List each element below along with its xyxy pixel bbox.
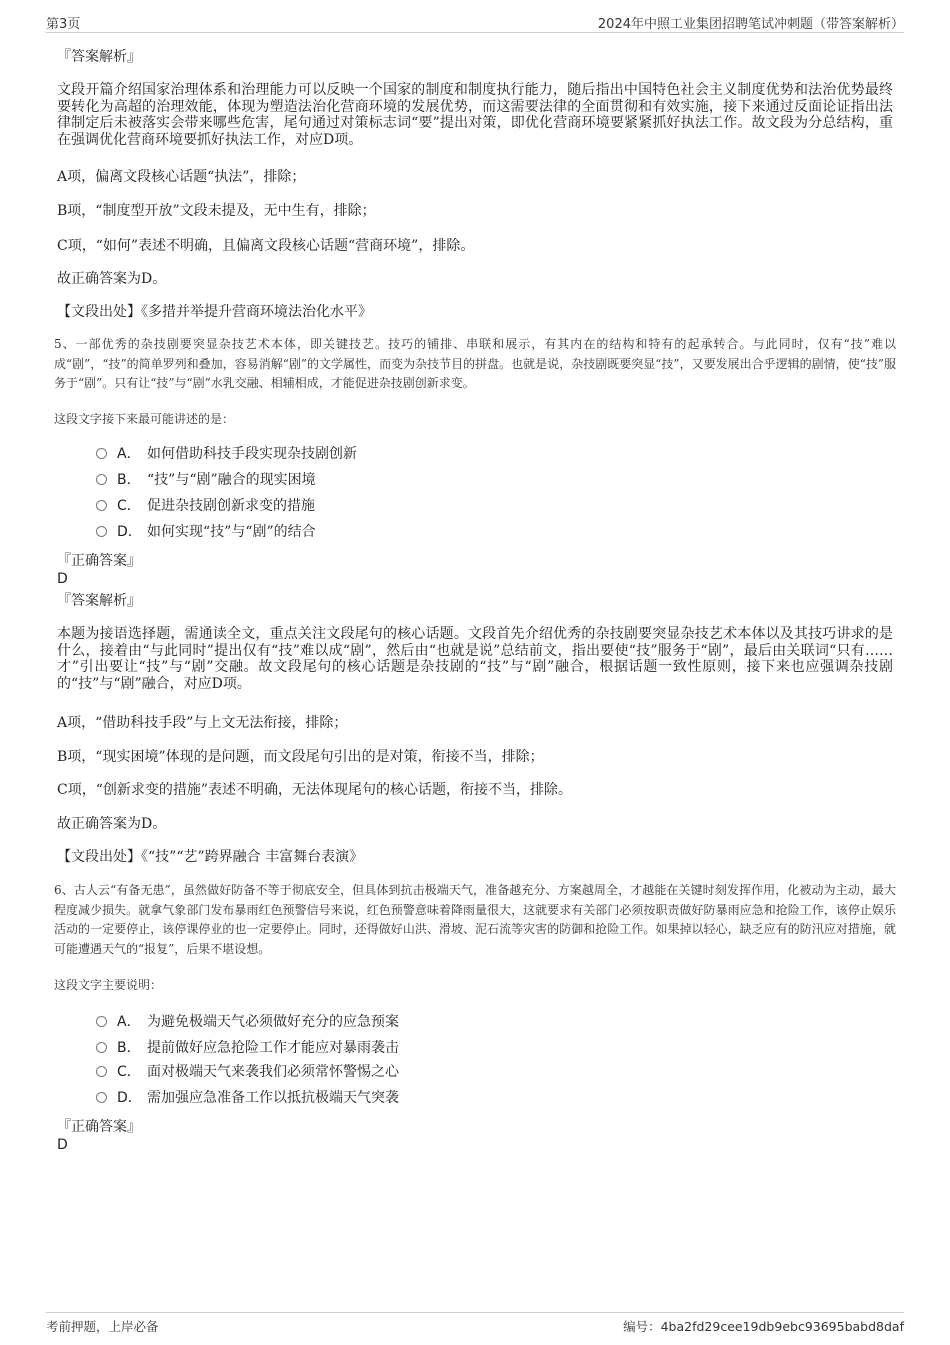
q6-question-text: 6、古人云“有备无患”，虽然做好防备不等于彻底安全，但具体到抗击极端天气，准备越充分、方案越周全，才越能在关键时刻发挥作用，化被动为主动，最大程度减少损失。就拿气象部门发布暴雨红色预警信号来说，红色预警意味着降雨量很大，这就要求有关部门必须按职责做好防暴雨应急和抢险工作，该停止娱乐活动的一定要停止，该停课停业的也一定要停止。同时，还得做好山洪、滑坡、泥石流等灾害的防御和抢险工作。如果掉以轻心，缺乏应有的防汛应对措施，就可能遭遇天气的“报复”，后果不堪设想。 — [54, 883, 896, 956]
q5-question-text: 5、一部优秀的杂技剧要突显杂技艺术本体，即关键技艺。技巧的铺排、串联和展示，有其内在的结构和特有的起承转合。与此同时，仅有“技”难以成“剧”，“技”的简单罗列和叠加，容易消解“剧”的文学属性，而变为杂技节目的拼盘。也就是说，杂技剧既要突显“技”，又要发展出合乎逻辑的剧情，使“技”服务于“剧”。只有让“技”与“剧”水乳交融、相辅相成，才能促进杂技剧创新求变。 — [54, 337, 896, 390]
q4-analysis-text: 文段开篇介绍国家治理体系和治理能力可以反映一个国家的制度和制度执行能力，随后指出中国特色社会主义制度优势和法治优势最终要转化为高超的治理效能，体现为塑造法治化营商环境的发展优势，而这需要法律的全面贯彻和有效实施，接下来通过反面论证指出法律制定后未被落实会带来哪些危害，尾句通过对策标志词“要”提出对策，即优化营商环境要紧紧抓好执法工作。故文段为分总结构，重在强调优化营商环境要抓好执法工作，对应D项。 — [57, 82, 893, 148]
radio-icon[interactable] — [96, 474, 107, 485]
q5-option-a-analysis: A项，“借助科技手段”与上文无法衔接，排除； — [57, 715, 348, 731]
radio-icon[interactable] — [96, 1092, 107, 1103]
radio-icon[interactable] — [96, 500, 107, 511]
q6-option-c[interactable] — [96, 1062, 399, 1082]
radio-icon[interactable] — [96, 526, 107, 537]
q4-option-a-analysis: A项，偏离文段核心话题“执法”，排除； — [57, 169, 306, 185]
option-letter: D． — [117, 524, 142, 540]
option-text: 如何借助科技手段实现杂技剧创新 — [147, 446, 357, 462]
option-letter: C． — [117, 498, 141, 514]
q4-option-c-analysis: C项，“如何”表述不明确，且偏离文段核心话题“营商环境”，排除。 — [57, 238, 475, 254]
option-letter: D． — [117, 1090, 142, 1106]
footer-slogan: 考前押题，上岸必备 — [46, 1319, 159, 1334]
option-letter: A． — [117, 1014, 141, 1030]
q4-option-b-analysis: B项，“制度型开放”文段未提及，无中生有，排除； — [57, 203, 376, 219]
document-title: 2024年中照工业集团招聘笔试冲刺题（带答案解析） — [597, 17, 904, 32]
radio-icon[interactable] — [96, 1016, 107, 1027]
radio-icon[interactable] — [96, 1042, 107, 1053]
q6-prompt: 这段文字主要说明： — [54, 978, 163, 992]
page-footer — [46, 1312, 904, 1335]
option-text: 需加强应急准备工作以抵抗极端天气突袭 — [147, 1090, 399, 1106]
radio-icon[interactable] — [96, 448, 107, 459]
option-text: 面对极端天气来袭我们必须常怀警惕之心 — [147, 1064, 399, 1080]
q4-source: 【文段出处】《多措并举提升营商环境法治化水平》 — [57, 304, 372, 320]
q5-analysis-label: 『答案解析』 — [57, 593, 141, 609]
option-text: 提前做好应急抢险工作才能应对暴雨袭击 — [147, 1040, 399, 1056]
q6-option-a[interactable] — [96, 1012, 399, 1032]
option-letter: C． — [117, 1064, 141, 1080]
option-letter: A． — [117, 446, 141, 462]
q5-option-b-analysis: B项，“现实困境”体现的是问题，而文段尾句引出的是对策，衔接不当，排除； — [57, 749, 544, 765]
page-header — [46, 12, 904, 33]
q5-option-c-analysis: C项，“创新求变的措施”表述不明确，无法体现尾句的核心话题，衔接不当，排除。 — [57, 782, 573, 798]
q6-option-b[interactable] — [96, 1038, 399, 1058]
option-text: 为避免极端天气必须做好充分的应急预案 — [147, 1014, 399, 1030]
q5-prompt: 这段文字接下来最可能讲述的是： — [54, 412, 235, 426]
q5-source: 【文段出处】《“技”“艺”跨界融合 丰富舞台表演》 — [57, 849, 364, 865]
q4-conclusion: 故正确答案为D。 — [57, 271, 167, 287]
q5-conclusion: 故正确答案为D。 — [57, 816, 167, 832]
q5-option-a[interactable] — [96, 444, 357, 464]
q6-answer: D — [57, 1137, 68, 1153]
q5-answer-label: 『正确答案』 — [57, 553, 141, 569]
document-code: 编号：4ba2fd29cee19db9ebc93695babd8daf — [623, 1319, 904, 1334]
radio-icon[interactable] — [96, 1066, 107, 1077]
option-text: 如何实现“技”与“剧”的结合 — [147, 524, 316, 540]
q6-option-d[interactable] — [96, 1088, 399, 1108]
q5-option-d[interactable] — [96, 522, 316, 542]
option-letter: B． — [117, 472, 141, 488]
q5-option-c[interactable] — [96, 496, 315, 516]
page-number: 第3页 — [46, 17, 81, 32]
q4-analysis-label: 『答案解析』 — [57, 49, 141, 65]
q6-answer-label: 『正确答案』 — [57, 1119, 141, 1135]
option-text: “技”与“剧”融合的现实困境 — [147, 472, 316, 488]
option-text: 促进杂技剧创新求变的措施 — [147, 498, 315, 514]
q5-analysis-text: 本题为接语选择题，需通读全文，重点关注文段尾句的核心话题。文段首先介绍优秀的杂技剧要突显杂技艺术本体以及其技巧讲求的是什么，接着由“与此同时”提出仅有“技”难以成“剧”，然后由“也就是说”总结前文，指出要使“技”服务于“剧”，最后由关联词“只有……才”引出要让“技”与“剧”交融。故文段尾句的核心话题是杂技剧的“技”与“剧”融合，根据话题一致性原则，接下来也应强调杂技剧的“技”与“剧”融合，对应D项。 — [57, 626, 893, 692]
q5-answer: D — [57, 571, 68, 587]
option-letter: B． — [117, 1040, 141, 1056]
q5-option-b[interactable] — [96, 470, 316, 490]
